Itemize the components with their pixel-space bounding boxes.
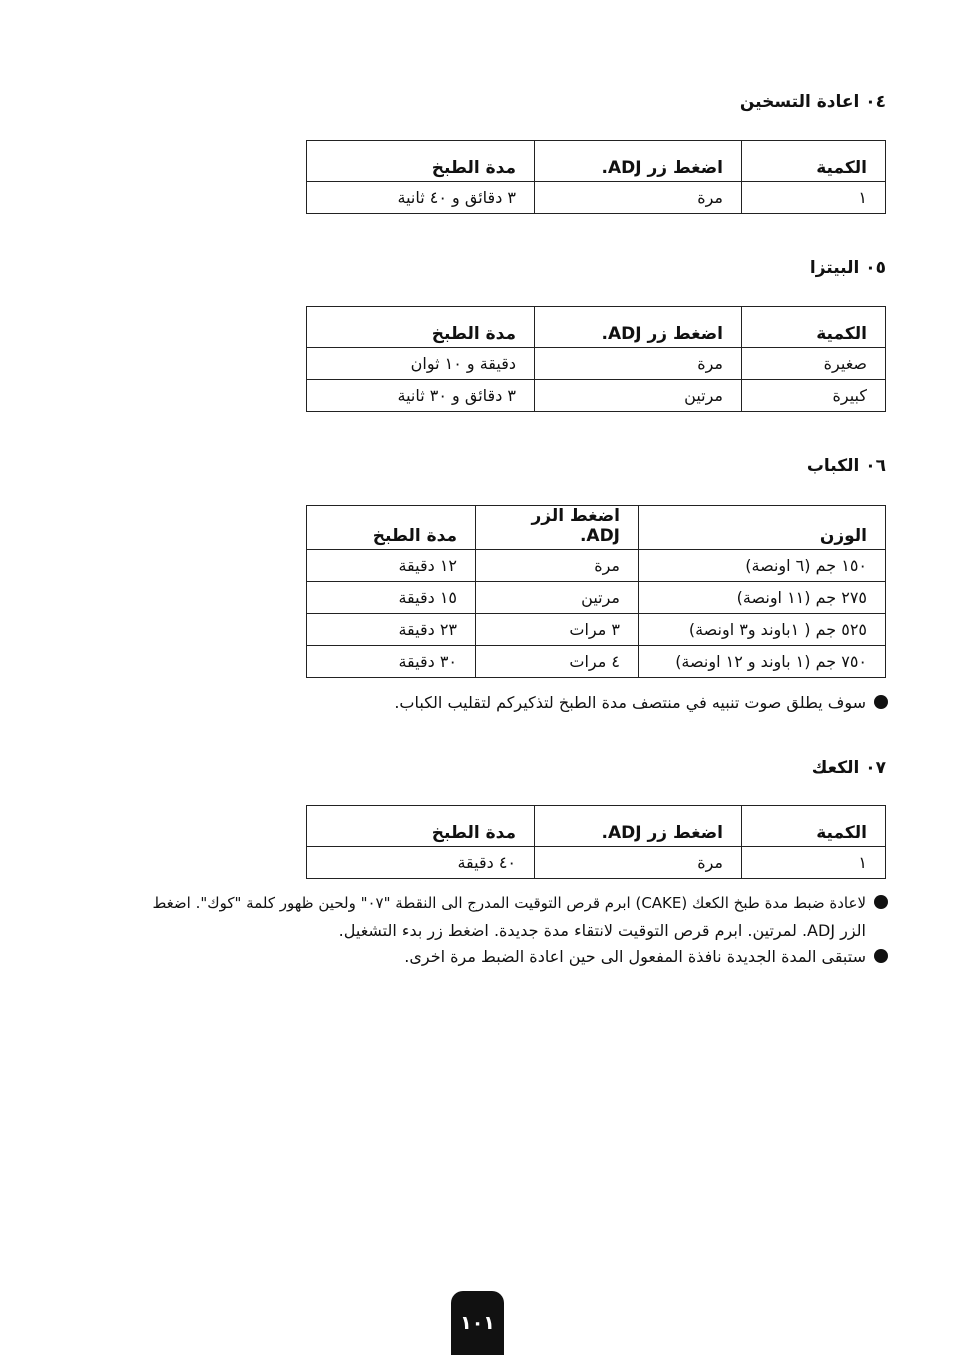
cell-time: ٢٣ دقيقة <box>307 614 476 646</box>
header-cook-time: مدة الطبخ <box>307 307 535 348</box>
cell-quantity: ١ <box>742 847 886 879</box>
table-row <box>307 582 886 614</box>
cell-press: مرة <box>535 182 742 214</box>
table-row <box>307 847 886 879</box>
cell-time: ١٥ دقيقة <box>307 582 476 614</box>
table-row <box>307 380 886 412</box>
pizza-table <box>306 306 886 412</box>
kebab-table <box>306 505 886 678</box>
table-header-row <box>307 506 886 550</box>
header-press-adj: اضغط زر ADJ. <box>535 307 742 348</box>
cell-time: ٣ دقائق و ٣٠ ثانية <box>307 380 535 412</box>
cake-note-2 <box>88 943 888 970</box>
cell-time: ٣ دقائق و ٤٠ ثانية <box>307 182 535 214</box>
header-press-adj: اضغط زر ADJ. <box>535 806 742 847</box>
page-number: ١٠١ <box>451 1291 504 1355</box>
cell-press: ٣ مرات <box>476 614 639 646</box>
bullet-icon <box>874 949 888 963</box>
cell-quantity: كبيرة <box>742 380 886 412</box>
cell-press: مرة <box>476 550 639 582</box>
cake-note-2-text: ستبقى المدة الجديدة نافذة المفعول الى حين اعادة الضبط مرة اخرى. <box>404 947 866 966</box>
header-quantity: الكمية <box>742 307 886 348</box>
table-row <box>307 550 886 582</box>
header-weight: الوزن <box>639 506 886 550</box>
cake-note-1-line-2: الزر ADJ. لمرتين. ابرم قرص التوقيت لانتقاء مدة جديدة. اضغط زر بدء التشغيل. <box>338 921 866 940</box>
table-header-row <box>307 141 886 182</box>
cell-weight: ٥٢٥ جم ( ١باوند و٣ اونصة) <box>639 614 886 646</box>
section-04-title: ٠٤ اعادة التسخين <box>739 92 886 112</box>
cell-time: ٣٠ دقيقة <box>307 646 476 678</box>
header-press-adj: اضغط الزر ADJ. <box>476 506 639 550</box>
section-07-title: ٠٧ الكعك <box>811 758 886 778</box>
header-quantity: الكمية <box>742 141 886 182</box>
table-header-row <box>307 307 886 348</box>
cake-note-1-line-1: لاعادة ضبط مدة طبخ الكعك (CAKE) ابرم قرص التوقيت المدرج الى النقطة "٠٧" ولحين ظهور كلمة "كوك". اضغط <box>152 894 866 912</box>
cell-press: مرة <box>535 847 742 879</box>
table-row <box>307 614 886 646</box>
cell-weight: ١٥٠ جم (٦ اونصة) <box>639 550 886 582</box>
table-row <box>307 348 886 380</box>
cell-press: مرة <box>535 348 742 380</box>
cake-table <box>306 805 886 879</box>
bullet-icon <box>874 895 888 909</box>
header-quantity: الكمية <box>742 806 886 847</box>
cell-time: دقيقة و ١٠ ثوان <box>307 348 535 380</box>
section-05-title: ٠٥ البيتزا <box>809 258 886 278</box>
cell-quantity: ١ <box>742 182 886 214</box>
kebab-note-text: سوف يطلق صوت تنبيه في منتصف مدة الطبخ لتذكيركم لتقليب الكباب. <box>394 693 866 712</box>
cell-press: ٤ مرات <box>476 646 639 678</box>
cell-weight: ٢٧٥ جم (١١ اونصة) <box>639 582 886 614</box>
table-row <box>307 182 886 214</box>
header-press-adj: اضغط زر ADJ. <box>535 141 742 182</box>
cell-time: ١٢ دقيقة <box>307 550 476 582</box>
cell-quantity: صغيرة <box>742 348 886 380</box>
table-header-row <box>307 806 886 847</box>
header-cook-time: مدة الطبخ <box>307 141 535 182</box>
bullet-icon <box>874 695 888 709</box>
table-row <box>307 646 886 678</box>
cake-note-1 <box>88 890 888 944</box>
kebab-note <box>188 689 888 716</box>
header-cook-time: مدة الطبخ <box>307 506 476 550</box>
header-cook-time: مدة الطبخ <box>307 806 535 847</box>
cell-weight: ٧٥٠ جم (١ باوند و ١٢ اونصة) <box>639 646 886 678</box>
cell-press: مرتين <box>535 380 742 412</box>
cell-time: ٤٠ دقيقة <box>307 847 535 879</box>
reheat-table <box>306 140 886 214</box>
cell-press: مرتين <box>476 582 639 614</box>
section-06-title: ٠٦ الكباب <box>806 456 886 476</box>
